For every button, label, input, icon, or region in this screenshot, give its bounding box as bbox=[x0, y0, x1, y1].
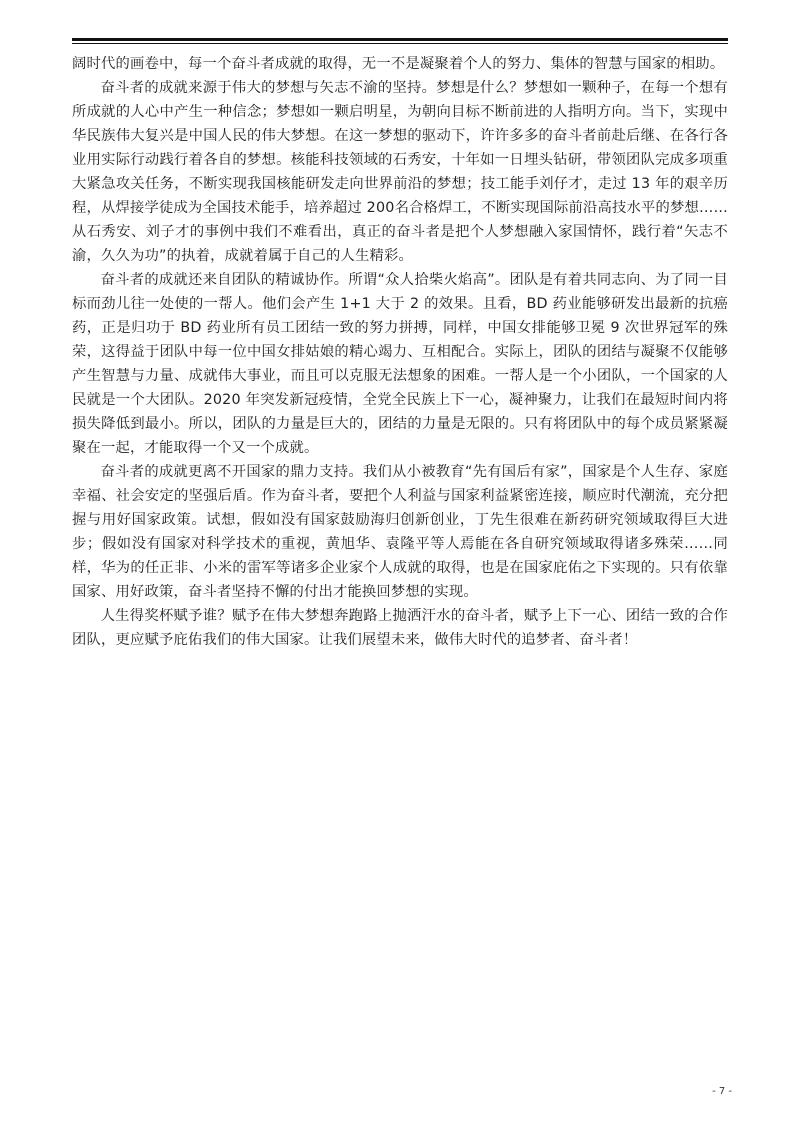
paragraph-dream: 奋斗者的成就来源于伟大的梦想与矢志不渝的坚持。梦想是什么？梦想如一颗种子，在每一个想有所成就的人心中产生一种信念；梦想如一颗启明星，为朝向目标不断前进的人指明方向。当下，实现中华民族伟大复兴是中国人民的伟大梦想。在这一梦想的驱动下，许许多多的奋斗者前赴后继、在各行各业用实际行动践行着各自的梦想。核能科技领域的石秀安，十年如一日埋头钻研，带领团队完成多项重大紧急攻关任务，不断实现我国核能研发走向世界前沿的梦想；技工能手刘仔才，走过 13 年的艰辛历程，从焊接学徒成为全国技术能手，培养超过 200名合格焊工，不断实现国际前沿高技水平的梦想……从石秀安、刘子才的事例中我们不难看出，真正的奋斗者是把个人梦想融入家国情怀，践行着“矢志不渝，久久为功”的执着，成就着属于自己的人生精彩。 bbox=[72, 80, 728, 264]
header-rule-thick bbox=[72, 38, 728, 41]
paragraph-country: 奋斗者的成就更离不开国家的鼎力支持。我们从小被教育“先有国后有家”，国家是个人生存、家庭幸福、社会安定的坚强后盾。作为奋斗者，要把个人利益与国家利益紧密连接，顺应时代潮流，充分把握与用好国家政策。试想，假如没有国家鼓励海归创新创业，丁先生很难在新药研究领域取得巨大进步；假如没有国家对科学技术的重视，黄旭华、袁隆平等人焉能在各自研究领域取得诸多殊荣……同样，华为的任正非、小米的雷军等诸多企业家个人成就的取得，也是在国家庇佑之下实现的。只有依靠国家、用好政策，奋斗者坚持不懈的付出才能换回梦想的实现。 bbox=[72, 464, 728, 600]
document-body bbox=[72, 52, 728, 652]
page-number: - 7 - bbox=[712, 1086, 732, 1097]
paragraph-conclusion: 人生得奖杯赋予谁？赋予在伟大梦想奔跑路上抛洒汗水的奋斗者，赋予上下一心、团结一致的合作团队，更应赋予庇佑我们的伟大国家。让我们展望未来，做伟大时代的追梦者、奋斗者！ bbox=[72, 608, 728, 648]
paragraph-team: 奋斗者的成就还来自团队的精诚协作。所谓“众人拾柴火焰高”。团队是有着共同志向、为了同一目标而劲儿往一处使的一帮人。他们会产生 1+1 大于 2 的效果。且看，BD 药业能够研发出最新的抗癌药，正是归功于 BD 药业所有员工团结一致的努力拼搏，同样，中国女排能够卫冕 9 次世界冠军的殊荣，这得益于团队中每一位中国女排姑娘的精心竭力、互相配合。实际上，团队的团结与凝聚不仅能够产生智慧与力量、成就伟大事业，而且可以克服无法想象的困难。一帮人是一个小团队，一个国家的人民就是一个大团队。2020 年突发新冠疫情，全党全民族上下一心，凝神聚力，让我们在最短时间内将损失降低到最小。所以，团队的力量是巨大的，团结的力量是无限的。只有将团队中的每个成员紧紧凝聚在一起，才能取得一个又一个成就。 bbox=[72, 272, 728, 456]
paragraph-continued: 阔时代的画卷中，每一个奋斗者成就的取得，无一不是凝聚着个人的努力、集体的智慧与国家的相助。 bbox=[72, 56, 725, 72]
header-rule-thin bbox=[72, 43, 728, 44]
